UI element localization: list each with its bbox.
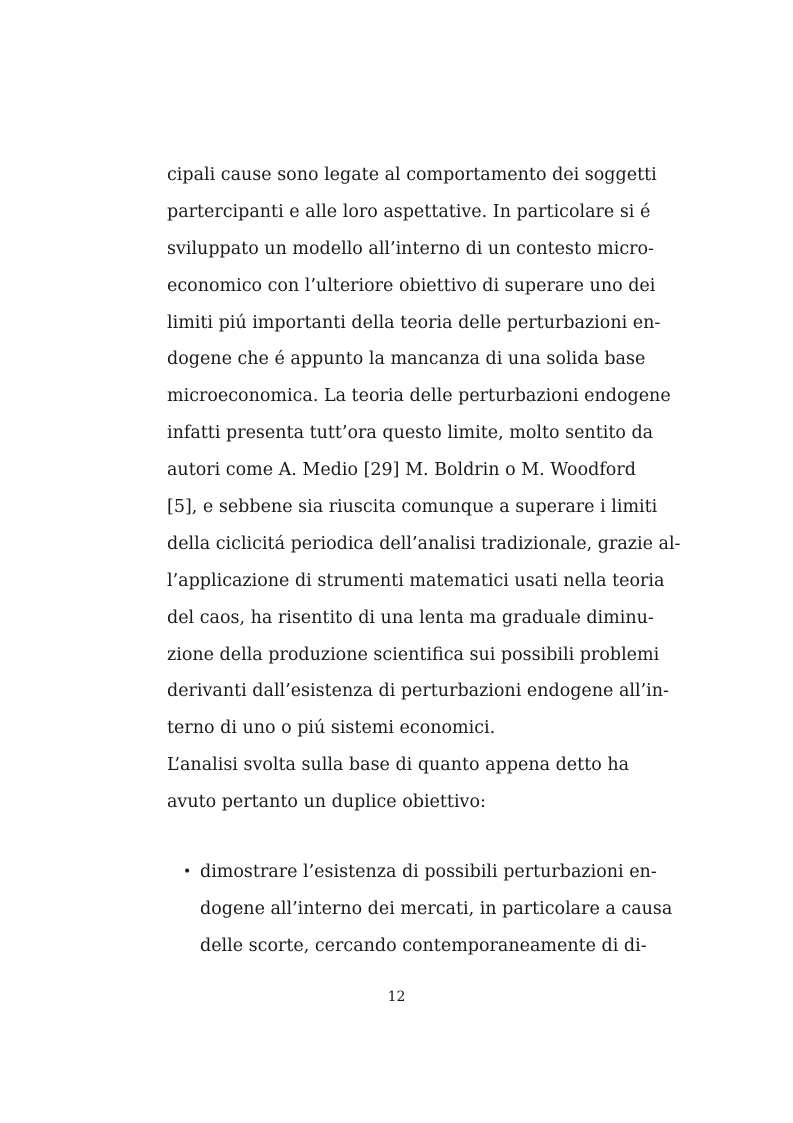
list-item-continuation: dogene all’interno dei mercati, in particolare a causa (200, 899, 673, 919)
list-item (167, 854, 657, 891)
text-line: infatti presenta tutt’ora questo limite, molto sentito da (167, 423, 654, 444)
text-line: zione della produzione scientifica sui possibili problemi (167, 644, 660, 665)
text-line: sviluppato un modello all’interno di un contesto micro- (167, 238, 654, 259)
bullet-list (167, 854, 673, 965)
text-line: della ciclicitá periodica dell’analisi tradizionale, grazie al- (167, 533, 681, 554)
text-line: del caos, ha risentito di una lenta ma graduale diminu- (167, 607, 654, 628)
text-line: partercipanti e alle loro aspettative. In particolare si é (167, 201, 651, 222)
text-line: autori come A. Medio [29] M. Boldrin o M. Woodford (167, 460, 636, 481)
page-number: 12 (387, 989, 406, 1005)
list-item-text: dimostrare l’esistenza di possibili perturbazioni en- (200, 862, 657, 882)
text-line: microeconomica. La teoria delle perturbazioni endogene (167, 386, 671, 407)
text-line: limiti piú importanti della teoria delle perturbazioni en- (167, 312, 661, 333)
text-line: dogene che é appunto la mancanza di una solida base (167, 349, 646, 370)
text-line: avuto pertanto un duplice obiettivo: (167, 792, 486, 813)
text-line: cipali cause sono legate al comportamento dei soggetti (167, 165, 657, 185)
text-line: derivanti dall’esistenza di perturbazioni endogene all’in- (167, 681, 669, 702)
text-line: terno di uno o piú sistemi economici. (167, 718, 496, 739)
body-text (167, 157, 681, 821)
text-line: economico con l’ulteriore obiettivo di superare uno dei (167, 275, 656, 296)
text-line: [5], e sebbene sia riuscita comunque a superare i limiti (167, 497, 658, 518)
text-line: L’analisi svolta sulla base di quanto appena detto ha (167, 755, 630, 776)
bullet-icon: • (183, 864, 192, 880)
text-line: l’applicazione di strumenti matematici usati nella teoria (167, 570, 665, 591)
list-item-continuation: delle scorte, cercando contemporaneamente di di- (200, 936, 647, 956)
